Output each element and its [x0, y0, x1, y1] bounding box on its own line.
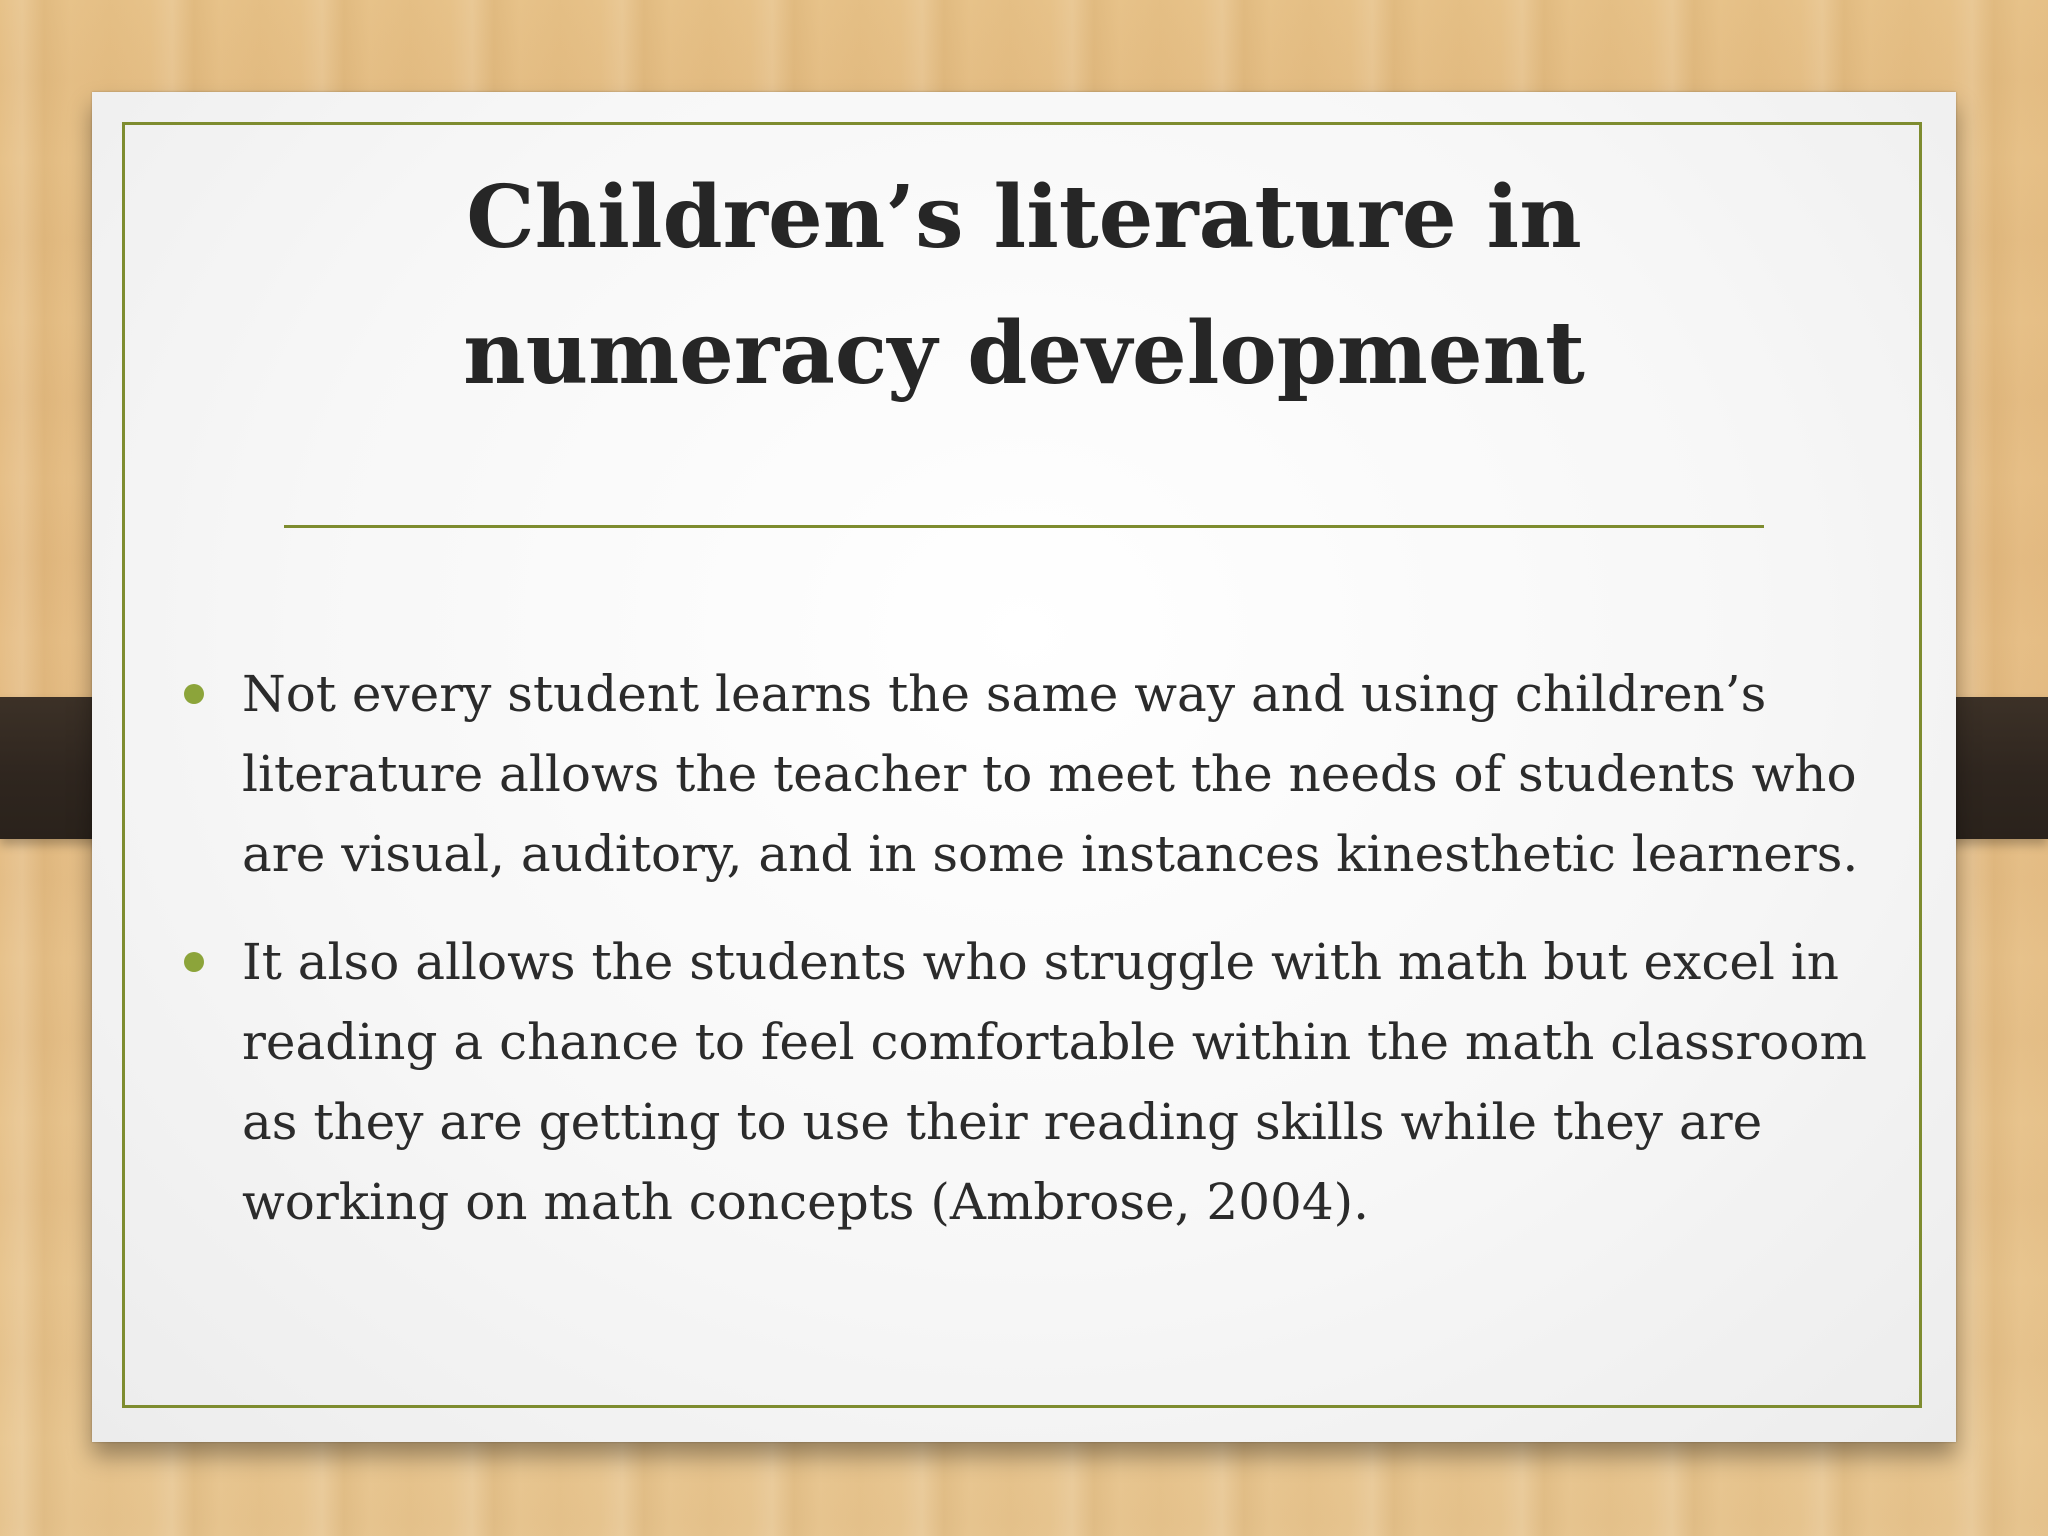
slide-card [92, 92, 1956, 1442]
bullet-item [184, 654, 1904, 894]
bullet-text: Not every student learns the same way and using children’s literature allows the teacher to meet the needs of students who are visual, auditory, and in some instances kinesthetic learners. [242, 665, 1859, 883]
bullet-text: It also allows the students who struggle with math but excel in reading a chance to feel comfortable within the math classroom as they are getting to use their reading skills while they are working on math concepts (Ambrose, 2004). [242, 933, 1867, 1231]
bullet-item [184, 922, 1904, 1242]
slide-title-line-2: numeracy development [463, 303, 1585, 404]
slide-title-line-1: Children’s literature in [466, 167, 1582, 268]
title-divider [284, 525, 1764, 528]
bullet-dot-icon [184, 684, 204, 704]
bullet-list [184, 654, 1904, 1242]
bullet-dot-icon [184, 952, 204, 972]
slide-title [92, 150, 1956, 422]
